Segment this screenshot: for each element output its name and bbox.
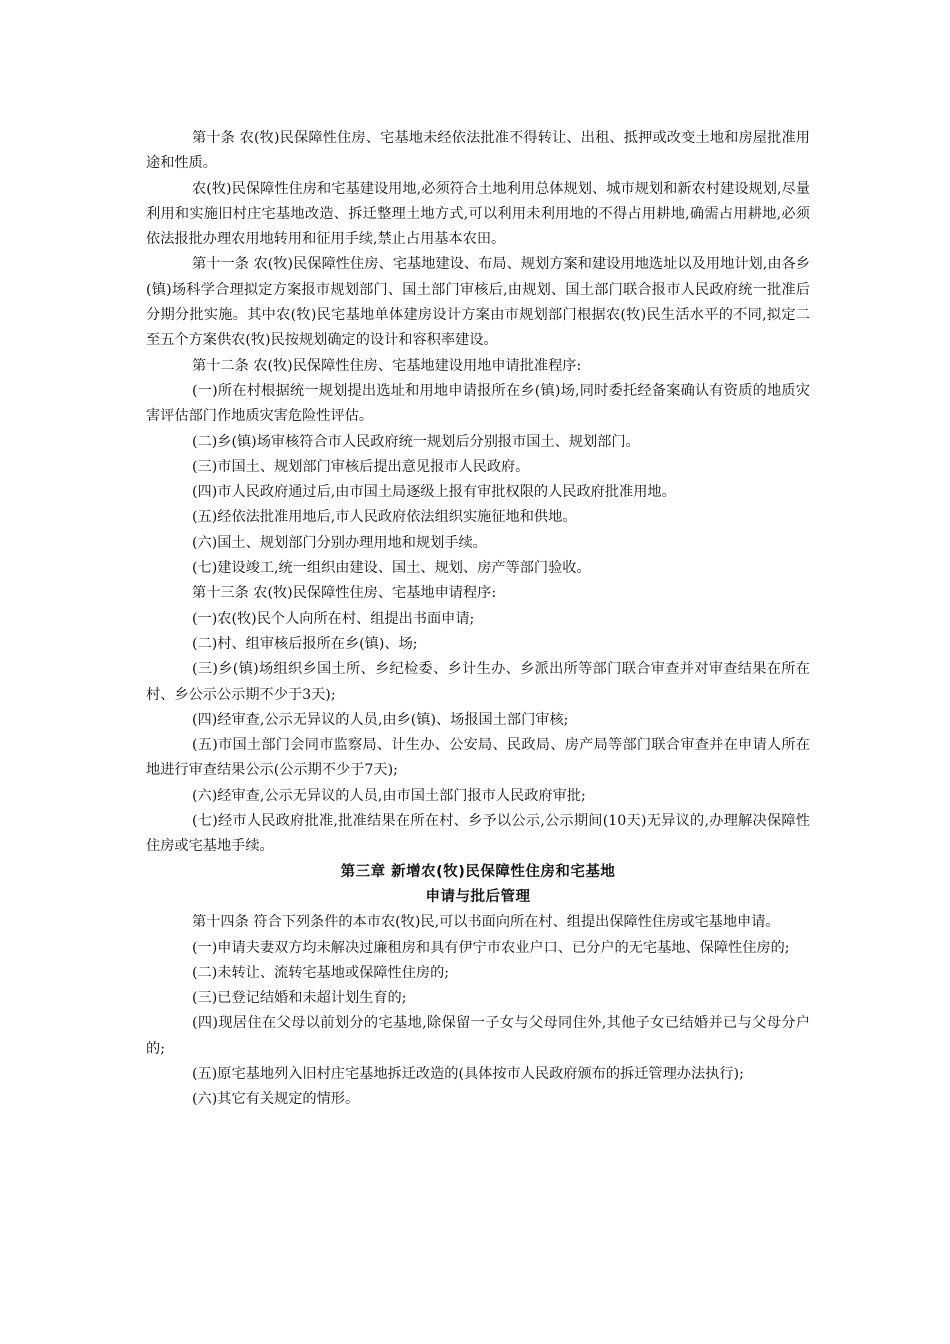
paragraph: (五)经依法批准用地后,市人民政府依法组织实施征地和供地。 <box>192 509 577 526</box>
paragraph: 第十二条 农(牧)民保障性住房、宅基地建设用地申请批准程序: <box>192 357 582 374</box>
paragraph: (六)国土、规划部门分别办理用地和规划手续。 <box>192 534 487 551</box>
paragraph: (一)所在村根据统一规划提出选址和用地申请报所在乡(镇)场,同时委托经备案确认有资质的地质灾害评估部门作地质灾害危险性评估。 <box>146 382 810 425</box>
paragraph: (四)现居住在父母以前划分的宅基地,除保留一子女与父母同住外,其他子女已结婚并已与父母分户的; <box>146 1015 810 1057</box>
paragraph: 第十四条 符合下列条件的本市农(牧)民,可以书面向所在村、组提出保障性住房或宅基地申请。 <box>192 914 780 931</box>
chapter-subheading: 申请与批后管理 <box>425 888 531 905</box>
paragraph: (六)其它有关规定的情形。 <box>192 1091 360 1108</box>
paragraph: (六)经审查,公示无异议的人员,由市国土部门报市人民政府审批; <box>192 787 586 804</box>
document-body <box>146 126 810 1113</box>
paragraph: 第十三条 农(牧)民保障性住房、宅基地申请程序: <box>192 585 497 602</box>
paragraph: (二)村、组审核后报所在乡(镇)、场; <box>192 635 418 652</box>
paragraph: 第十一条 农(牧)民保障性住房、宅基地建设、布局、规划方案和建设用地选址以及用地计划,由各乡(镇)场科学合理拟定方案报市规划部门、国土部门审核后,由规划、国土部门联合报市人民政府统一批准后分期分批实施。其中农(牧)民宅基地单体建房设计方案由市规划部门根据农(牧)民生活水平的不同,拟定二至五个方案供农(牧)民按规划确定的设计和容积率建设。 <box>146 256 810 349</box>
paragraph: (三)已登记结婚和未超计划生育的; <box>192 990 407 1007</box>
paragraph: (五)原宅基地列入旧村庄宅基地拆迁改造的(具体按市人民政府颁布的拆迁管理办法执行); <box>192 1065 744 1082</box>
paragraph: (四)市人民政府通过后,由市国土局逐级上报有审批权限的人民政府批准用地。 <box>192 484 676 501</box>
paragraph: 第十条 农(牧)民保障性住房、宅基地未经依法批准不得转让、出租、抵押或改变土地和房屋批准用途和性质。 <box>146 130 810 172</box>
paragraph: (二)乡(镇)场审核符合市人民政府统一规划后分别报市国土、规划部门。 <box>192 433 640 450</box>
paragraph: (七)经市人民政府批准,批准结果在所在村、乡予以公示,公示期间(10天)无异议的,办理解决保障性住房或宅基地手续。 <box>146 813 810 855</box>
paragraph: (二)未转让、流转宅基地或保障性住房的; <box>192 964 450 981</box>
paragraph: (一)申请夫妻双方均未解决过廉租房和具有伊宁市农业户口、已分户的无宅基地、保障性住房的; <box>192 939 790 956</box>
paragraph: (五)市国土部门会同市监察局、计生办、公安局、民政局、房产局等部门联合审查并在申请人所在地进行审查结果公示(公示期不少于7天); <box>146 737 810 779</box>
paragraph: (七)建设竣工,统一组织由建设、国土、规划、房产等部门验收。 <box>192 560 591 577</box>
paragraph: 农(牧)民保障性住房和宅基建设用地,必须符合土地利用总体规划、城市规划和新农村建设规划,尽量利用和实施旧村庄宅基地改造、拆迁整理土地方式,可以利用未利用地的不得占用耕地,确需占用耕地,必须依法报批办理农用地转用和征用手续,禁止占用基本农田。 <box>146 180 810 248</box>
paragraph: (一)农(牧)民个人向所在村、组提出书面申请; <box>192 610 475 627</box>
paragraph: (三)乡(镇)场组织乡国土所、乡纪检委、乡计生办、乡派出所等部门联合审查并对审查结果在所在村、乡公示公示期不少于3天); <box>146 661 810 703</box>
chapter-heading: 第三章 新增农(牧)民保障性住房和宅基地 <box>340 863 616 880</box>
paragraph: (四)经审查,公示无异议的人员,由乡(镇)、场报国土部门审核; <box>192 711 569 728</box>
paragraph: (三)市国土、规划部门审核后提出意见报市人民政府。 <box>192 458 530 475</box>
